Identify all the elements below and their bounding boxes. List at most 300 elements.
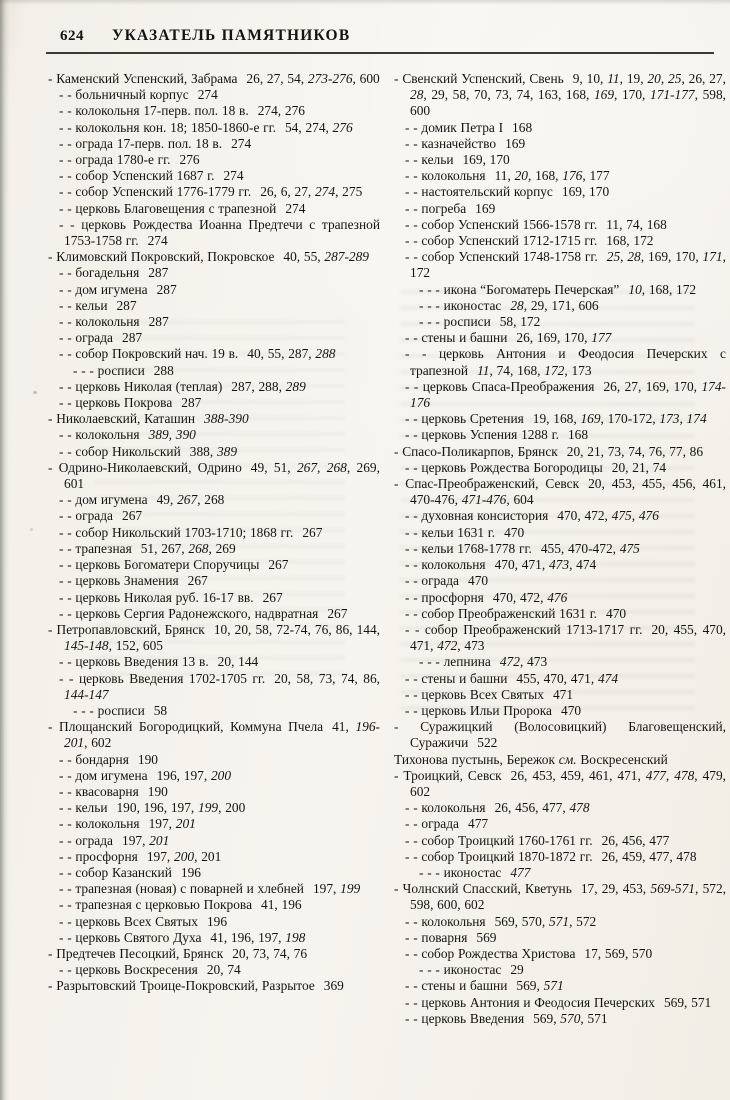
index-entry	[394, 476, 726, 508]
entry-pages: 41, 196-201, 602	[64, 719, 380, 751]
index-entry	[48, 427, 380, 443]
entry-text: - - - росписи	[73, 702, 145, 718]
index-entry	[48, 800, 380, 816]
entry-text: - - церковь Рождества Богородицы	[405, 459, 603, 475]
entry-pages: 388-390	[204, 411, 249, 427]
entry-pages: 11, 74, 168, 172, 173	[477, 362, 592, 378]
entry-pages: 29	[510, 962, 524, 978]
index-entry	[394, 962, 726, 978]
entry-pages: 470, 472, 475, 476	[557, 508, 659, 524]
entry-pages: 19, 168, 169, 170-172, 173, 174	[532, 411, 707, 427]
entry-pages: 196	[206, 913, 228, 929]
scan-edge-shadow-top	[0, 0, 730, 5]
entry-text: - - колокольня	[405, 913, 486, 929]
index-entry	[48, 525, 380, 541]
index-entry	[48, 962, 380, 978]
entry-pages: 287	[148, 265, 169, 281]
entry-text: - - собор Преображенский 1631 г.	[405, 605, 598, 621]
entry-text: - - церковь Николая (теплая)	[59, 378, 223, 394]
index-columns	[48, 71, 726, 1027]
entry-pages: 274	[197, 87, 218, 103]
entry-text: - - колокольня	[405, 557, 486, 573]
entry-text: - - церковь Антония и Феодосия Печерских	[405, 994, 655, 1010]
entry-pages: 26, 27, 54, 273-276, 600	[246, 71, 380, 86]
entry-text: - - стены и башни	[405, 978, 508, 994]
entry-pages: 169, 170	[462, 152, 510, 168]
index-entry	[394, 444, 726, 460]
entry-pages: 26, 27, 169, 170, 174-176	[410, 378, 726, 411]
entry-pages: 197, 199	[312, 881, 361, 897]
index-entry	[394, 930, 726, 946]
entry-text: - Николаевский, Каташин	[48, 411, 196, 427]
entry-text: - - ограда 1780-е гг.	[59, 152, 171, 168]
index-entry	[394, 606, 726, 622]
index-entry	[48, 881, 380, 897]
index-entry	[48, 136, 380, 152]
entry-pages: 274	[285, 200, 306, 216]
entry-pages: 20, 74	[206, 962, 241, 978]
entry-pages: 26, 456, 477	[601, 832, 670, 848]
entry-pages: 274	[231, 135, 252, 151]
index-entry	[394, 379, 726, 411]
index-entry	[394, 671, 726, 687]
index-entry	[48, 654, 380, 670]
index-entry	[48, 865, 380, 881]
entry-text: - - церковь Спаса-Преображения	[405, 378, 595, 394]
entry-text: - - ограда 17-перв. пол. 18 в.	[59, 135, 223, 151]
entry-pages: 28, 29, 171, 606	[510, 297, 599, 313]
entry-text: - Климовский Покровский, Покровское	[48, 249, 275, 265]
entry-text: - - дом игумена	[59, 767, 148, 783]
entry-text: - - кельи	[405, 152, 454, 168]
entry-text: Тихонова пустынь, Бережок см. Воскресенский	[394, 751, 668, 767]
entry-pages: 477	[468, 816, 489, 832]
entry-text: - - - лепнина	[419, 654, 491, 670]
entry-pages: 168, 172	[606, 233, 654, 249]
entry-text: - - трапезная с церковью Покрова	[59, 897, 253, 913]
entry-text: - - церковь Богоматери Споручицы	[59, 557, 260, 573]
index-entry	[394, 833, 726, 849]
entry-pages: 41, 196	[261, 897, 302, 913]
index-entry	[394, 719, 726, 751]
entry-pages: 26, 169, 170, 177	[516, 330, 612, 346]
index-entry	[48, 330, 380, 346]
entry-text: - - ограда	[405, 816, 459, 832]
entry-pages: 40, 55, 287, 288	[247, 346, 336, 362]
entry-pages: 470	[561, 702, 582, 718]
entry-text: - Чолнский Спасский, Кветунь	[394, 881, 572, 897]
index-entry	[394, 168, 726, 184]
entry-text: - - ограда	[405, 573, 459, 589]
entry-pages: 569	[476, 929, 497, 945]
index-entry	[394, 1011, 726, 1027]
index-entry	[394, 590, 726, 606]
entry-pages: 41, 196, 197, 198	[210, 929, 306, 945]
scan-edge-shadow-left	[0, 0, 9, 1100]
entry-text: - - собор Покровский нач. 19 в.	[59, 346, 239, 362]
entry-pages: 168	[512, 119, 533, 135]
entry-text: - - кельи 1768-1778 гг.	[405, 540, 532, 556]
entry-text: - - колокольня	[59, 314, 140, 330]
entry-text: - - бондарня	[59, 751, 129, 767]
entry-pages: 17, 29, 453, 569-571, 572, 598, 600, 602	[410, 881, 727, 913]
entry-pages: 569, 571	[516, 978, 564, 994]
entry-pages: 470	[606, 605, 627, 621]
index-entry	[48, 395, 380, 411]
entry-pages: 522	[477, 735, 498, 751]
entry-pages: 49, 51, 267, 268, 269, 601	[64, 459, 380, 492]
entry-text: - - церковь Сретения	[405, 411, 524, 427]
entry-pages: 267	[268, 557, 289, 573]
entry-pages: 26, 6, 27, 274, 275	[260, 184, 363, 200]
entry-pages: 389, 390	[148, 427, 196, 443]
index-entry	[48, 897, 380, 913]
entry-text: - - колокольня кон. 18; 1850-1860-е гг.	[59, 119, 276, 135]
index-entry	[394, 152, 726, 168]
entry-pages: 287	[116, 297, 137, 313]
entry-pages: 287	[156, 281, 177, 297]
index-entry	[394, 314, 726, 330]
index-entry	[394, 233, 726, 249]
entry-text: - - погреба	[405, 200, 467, 216]
index-entry	[394, 249, 726, 281]
index-entry	[48, 298, 380, 314]
entry-pages: 267	[122, 508, 143, 524]
index-entry	[48, 833, 380, 849]
index-entry	[394, 703, 726, 719]
entry-text: - - церковь Благовещения с трапезной	[59, 200, 277, 216]
entry-text: - - - иконостас	[419, 297, 502, 313]
entry-pages: 25, 28, 169, 170, 171, 172	[410, 249, 726, 281]
entry-text: - - домик Петра I	[405, 119, 504, 135]
entry-pages: 288	[153, 362, 174, 378]
index-entry	[48, 849, 380, 865]
entry-text: - Суражицкий (Волосовицкий) Благовещенский, Суражичи	[394, 719, 726, 751]
entry-pages: 455, 470-472, 475	[540, 540, 640, 556]
index-entry	[394, 427, 726, 443]
index-entry	[48, 363, 380, 379]
entry-text: - - церковь Всех Святых	[59, 913, 198, 929]
entry-text: - - собор Успенский 1687 г.	[59, 168, 215, 184]
entry-pages: 40, 55, 287-289	[283, 249, 370, 265]
index-entry	[394, 298, 726, 314]
index-entry	[394, 622, 726, 654]
entry-text: - - церковь Сергия Радонежского, надвратная	[59, 605, 319, 621]
entry-text: - - ограда	[59, 832, 113, 848]
entry-text: - - поварня	[405, 929, 468, 945]
entry-pages: 569, 570, 571, 572	[494, 913, 597, 929]
index-entry	[48, 282, 380, 298]
entry-text: - - церковь Антония и Феодосия Печерских с трапезной	[405, 346, 726, 378]
index-entry	[394, 849, 726, 865]
entry-text: - - колокольня	[59, 816, 140, 832]
index-entry	[48, 492, 380, 508]
index-entry	[48, 573, 380, 589]
entry-pages: 287	[181, 395, 202, 411]
index-entry	[48, 346, 380, 362]
entry-text: - - церковь Введения 13 в.	[59, 654, 209, 670]
entry-text: - Петропавловский, Брянск	[48, 621, 205, 637]
entry-pages: 197, 200, 201	[146, 848, 222, 864]
index-entry	[48, 201, 380, 217]
index-entry	[394, 995, 726, 1011]
entry-text: - Троицкий, Севск	[394, 767, 502, 783]
scan-speck	[33, 391, 37, 394]
index-entry	[394, 768, 726, 800]
entry-text: - - - росписи	[419, 314, 491, 330]
index-entry	[48, 768, 380, 784]
entry-pages: 267	[302, 524, 323, 540]
entry-text: - - церковь Знамения	[59, 573, 179, 589]
entry-pages: 190	[137, 751, 158, 767]
index-entry	[48, 217, 380, 249]
entry-pages: 470	[504, 524, 525, 540]
index-entry	[48, 752, 380, 768]
entry-text: - Предтечев Песоцкий, Брянск	[48, 945, 224, 961]
entry-text: - Разрытовский Троице-Покровский, Разрытое	[48, 978, 315, 994]
entry-pages: 20, 453, 455, 456, 461, 470-476, 471-476, 604	[410, 476, 726, 508]
entry-pages: 455, 470, 471, 474	[516, 670, 619, 686]
entry-text: - Площанский Богородицкий, Коммуна Пчела	[48, 719, 324, 735]
entry-text: - - казначейство	[405, 135, 497, 151]
entry-text: - - церковь Николая руб. 16-17 вв.	[59, 589, 254, 605]
entry-text: - - церковь Успения 1288 г.	[405, 427, 559, 443]
index-entry	[394, 687, 726, 703]
index-entry	[48, 557, 380, 573]
entry-pages: 287	[122, 330, 143, 346]
entry-pages: 20, 73, 74, 76	[232, 945, 308, 961]
index-entry	[394, 557, 726, 573]
entry-text: - Каменский Успенский, Забрама	[48, 71, 238, 86]
entry-text: - - просфорня	[405, 589, 484, 605]
index-entry	[48, 606, 380, 622]
entry-pages: 287	[148, 314, 169, 330]
entry-pages: 10, 168, 172	[628, 281, 697, 297]
entry-pages: 190, 196, 197, 199, 200	[116, 800, 246, 816]
entry-text: - - собор Успенский 1712-1715 гг.	[405, 233, 598, 249]
entry-pages: 190	[147, 783, 168, 799]
entry-text: - - собор Никольский	[59, 443, 181, 459]
entry-pages: 17, 569, 570	[584, 945, 653, 961]
entry-text: - - церковь Воскресения	[59, 962, 198, 978]
entry-pages: 388, 389	[189, 443, 238, 459]
index-entry	[48, 184, 380, 200]
index-entry	[394, 541, 726, 557]
entry-pages: 169	[505, 135, 526, 151]
index-entry	[394, 217, 726, 233]
entry-pages: 196, 197, 200	[156, 767, 232, 783]
entry-pages: 471	[552, 686, 574, 702]
entry-pages: 169, 170	[561, 184, 610, 200]
entry-text: - - церковь Всех Святых	[405, 686, 544, 702]
entry-text: - - кельи 1631 г.	[405, 524, 496, 540]
entry-pages: 54, 274, 276	[284, 119, 353, 135]
entry-text: - - стены и башни	[405, 330, 508, 346]
index-entry	[394, 865, 726, 881]
entry-pages: 9, 10, 11, 19, 20, 25, 26, 27, 28, 29, 58, 70, 73, 74, 163, 168, 169, 170, 171-177, 598, 600	[410, 71, 727, 119]
index-entry	[394, 881, 726, 913]
entry-text: - - богадельня	[59, 265, 140, 281]
index-entry	[48, 249, 380, 265]
entry-pages: 11, 20, 168, 176, 177	[494, 168, 610, 184]
entry-pages: 470, 472, 476	[492, 589, 568, 605]
index-entry	[394, 508, 726, 524]
entry-text: - - колокольня	[405, 168, 486, 184]
index-entry	[48, 71, 380, 87]
entry-text: - - трапезная (новая) с поварней и хлебней	[59, 881, 304, 897]
entry-pages: 196	[180, 864, 201, 880]
index-entry	[394, 752, 726, 768]
entry-text: - - церковь Святого Духа	[59, 929, 202, 945]
index-entry	[48, 719, 380, 751]
index-entry	[394, 573, 726, 589]
index-entry	[394, 330, 726, 346]
index-entry	[394, 136, 726, 152]
index-entry	[48, 152, 380, 168]
entry-pages: 477	[510, 864, 531, 880]
entry-text: - - церковь Покрова	[59, 395, 173, 411]
entry-pages: 197, 201	[122, 832, 170, 848]
entry-pages: 26, 456, 477, 478	[494, 800, 590, 816]
entry-pages: 58	[153, 702, 168, 718]
index-entry	[48, 541, 380, 557]
entry-pages: 276	[179, 152, 200, 168]
entry-pages: 197, 201	[148, 816, 196, 832]
entry-pages: 569, 570, 571	[533, 1010, 608, 1026]
entry-text: - - больничный корпус	[59, 87, 189, 103]
index-entry	[394, 914, 726, 930]
entry-pages: 20, 21, 73, 74, 76, 77, 86	[566, 443, 704, 459]
entry-pages: 287, 288, 289	[231, 378, 306, 394]
index-entry	[394, 654, 726, 670]
entry-pages: 51, 267, 268, 269	[140, 540, 236, 556]
index-entry	[48, 444, 380, 460]
index-entry	[394, 816, 726, 832]
index-entry	[48, 784, 380, 800]
index-entry	[394, 800, 726, 816]
entry-text: - - кельи	[59, 800, 108, 816]
page-number: 624	[60, 28, 84, 44]
entry-text: - - кельи	[59, 297, 108, 313]
entry-pages: 20, 455, 470, 471, 472, 473	[410, 621, 727, 654]
entry-text: - - - иконостас	[419, 962, 502, 978]
entry-text: - - собор Никольский 1703-1710; 1868 гг.	[59, 524, 294, 540]
entry-pages: 20, 58, 73, 74, 86, 144-147	[64, 670, 380, 702]
entry-text: - - церковь Введения 1702-1705 гг.	[59, 670, 266, 686]
index-entry	[48, 314, 380, 330]
entry-pages: 569, 571	[663, 994, 712, 1010]
index-entry	[394, 978, 726, 994]
index-entry	[48, 411, 380, 427]
entry-pages: 49, 267, 268	[156, 492, 225, 508]
index-entry	[394, 120, 726, 136]
entry-text: - - колокольня	[59, 427, 140, 443]
index-entry	[48, 671, 380, 703]
index-entry	[48, 930, 380, 946]
index-entry	[394, 282, 726, 298]
index-entry	[394, 946, 726, 962]
entry-text: - - собор Троицкий 1870-1872 гг.	[405, 848, 593, 864]
index-entry	[48, 946, 380, 962]
index-entry	[394, 525, 726, 541]
entry-text: - - дом игумена	[59, 492, 148, 508]
entry-text: - - церковь Ильи Пророка	[405, 702, 552, 718]
entry-pages: 274	[223, 168, 244, 184]
entry-text: - - собор Казанский	[59, 864, 172, 880]
header-rule	[46, 52, 714, 54]
index-entry	[394, 346, 726, 378]
index-entry	[48, 622, 380, 654]
entry-text: - - собор Успенский 1748-1758 гг.	[405, 249, 598, 265]
index-entry	[48, 120, 380, 136]
entry-text: - Спас-Преображенский, Севск	[394, 476, 580, 492]
index-entry	[394, 71, 726, 120]
entry-text: - - дом игумена	[59, 281, 148, 297]
entry-pages: 26, 453, 459, 461, 471, 477, 478, 479, 602	[410, 767, 726, 799]
entry-pages: 472, 473	[499, 654, 548, 670]
index-entry	[48, 87, 380, 103]
entry-text: - - ограда	[59, 330, 113, 346]
entry-text: - - стены и башни	[405, 670, 508, 686]
entry-pages: 11, 74, 168	[606, 216, 667, 232]
entry-pages: 267	[327, 605, 348, 621]
index-entry	[48, 460, 380, 492]
entry-pages: 168	[567, 427, 589, 443]
entry-pages: 369	[323, 978, 344, 994]
entry-pages: 470, 471, 473, 474	[494, 557, 597, 573]
index-entry	[48, 816, 380, 832]
index-entry	[48, 103, 380, 119]
index-entry	[48, 379, 380, 395]
index-entry	[48, 703, 380, 719]
entry-text: - - церковь Рождества Иоанна Предтечи с трапезной 1753-1758 гг.	[59, 216, 380, 249]
entry-text: - - - иконостас	[419, 864, 502, 880]
index-entry	[48, 508, 380, 524]
index-entry	[394, 184, 726, 200]
entry-text: - - настоятельский корпус	[405, 184, 553, 200]
entry-text: - - церковь Введения	[405, 1010, 525, 1026]
entry-text: - Свенский Успенский, Свень	[394, 71, 564, 86]
entry-text: - - собор Преображенский 1713-1717 гг.	[405, 621, 643, 637]
index-column-left	[48, 71, 380, 1027]
entry-pages: 10, 20, 58, 72-74, 76, 86, 144, 145-148, 152, 605	[64, 621, 381, 654]
entry-text: - - - икона “Богоматерь Печерская”	[419, 281, 620, 297]
entry-pages: 267	[262, 589, 283, 605]
entry-text: - Спасо-Поликарпов, Брянск	[394, 443, 558, 459]
entry-pages: 274	[147, 233, 168, 249]
entry-text: - - просфорня	[59, 848, 138, 864]
index-entry	[394, 201, 726, 217]
index-entry	[48, 168, 380, 184]
entry-text: - - собор Успенский 1566-1578 гг.	[405, 216, 598, 232]
entry-text: - - колокольня 17-перв. пол. 18 в.	[59, 103, 249, 119]
entry-text: - - ограда	[59, 508, 113, 524]
page-title: УКАЗАТЕЛЬ ПАМЯТНИКОВ	[112, 27, 351, 44]
entry-pages: 169	[475, 200, 496, 216]
index-entry	[48, 590, 380, 606]
entry-text: - - собор Троицкий 1760-1761 гг.	[405, 832, 593, 848]
index-column-right	[394, 71, 726, 1027]
entry-text: - - квасоварня	[59, 783, 139, 799]
index-entry	[394, 411, 726, 427]
entry-pages: 58, 172	[499, 314, 541, 330]
entry-text: - - трапезная	[59, 540, 132, 556]
running-header	[60, 27, 350, 45]
index-entry	[48, 978, 380, 994]
entry-pages: 274, 276	[257, 103, 305, 119]
entry-pages: 20, 21, 74	[611, 459, 667, 475]
scan-speck	[30, 528, 33, 531]
